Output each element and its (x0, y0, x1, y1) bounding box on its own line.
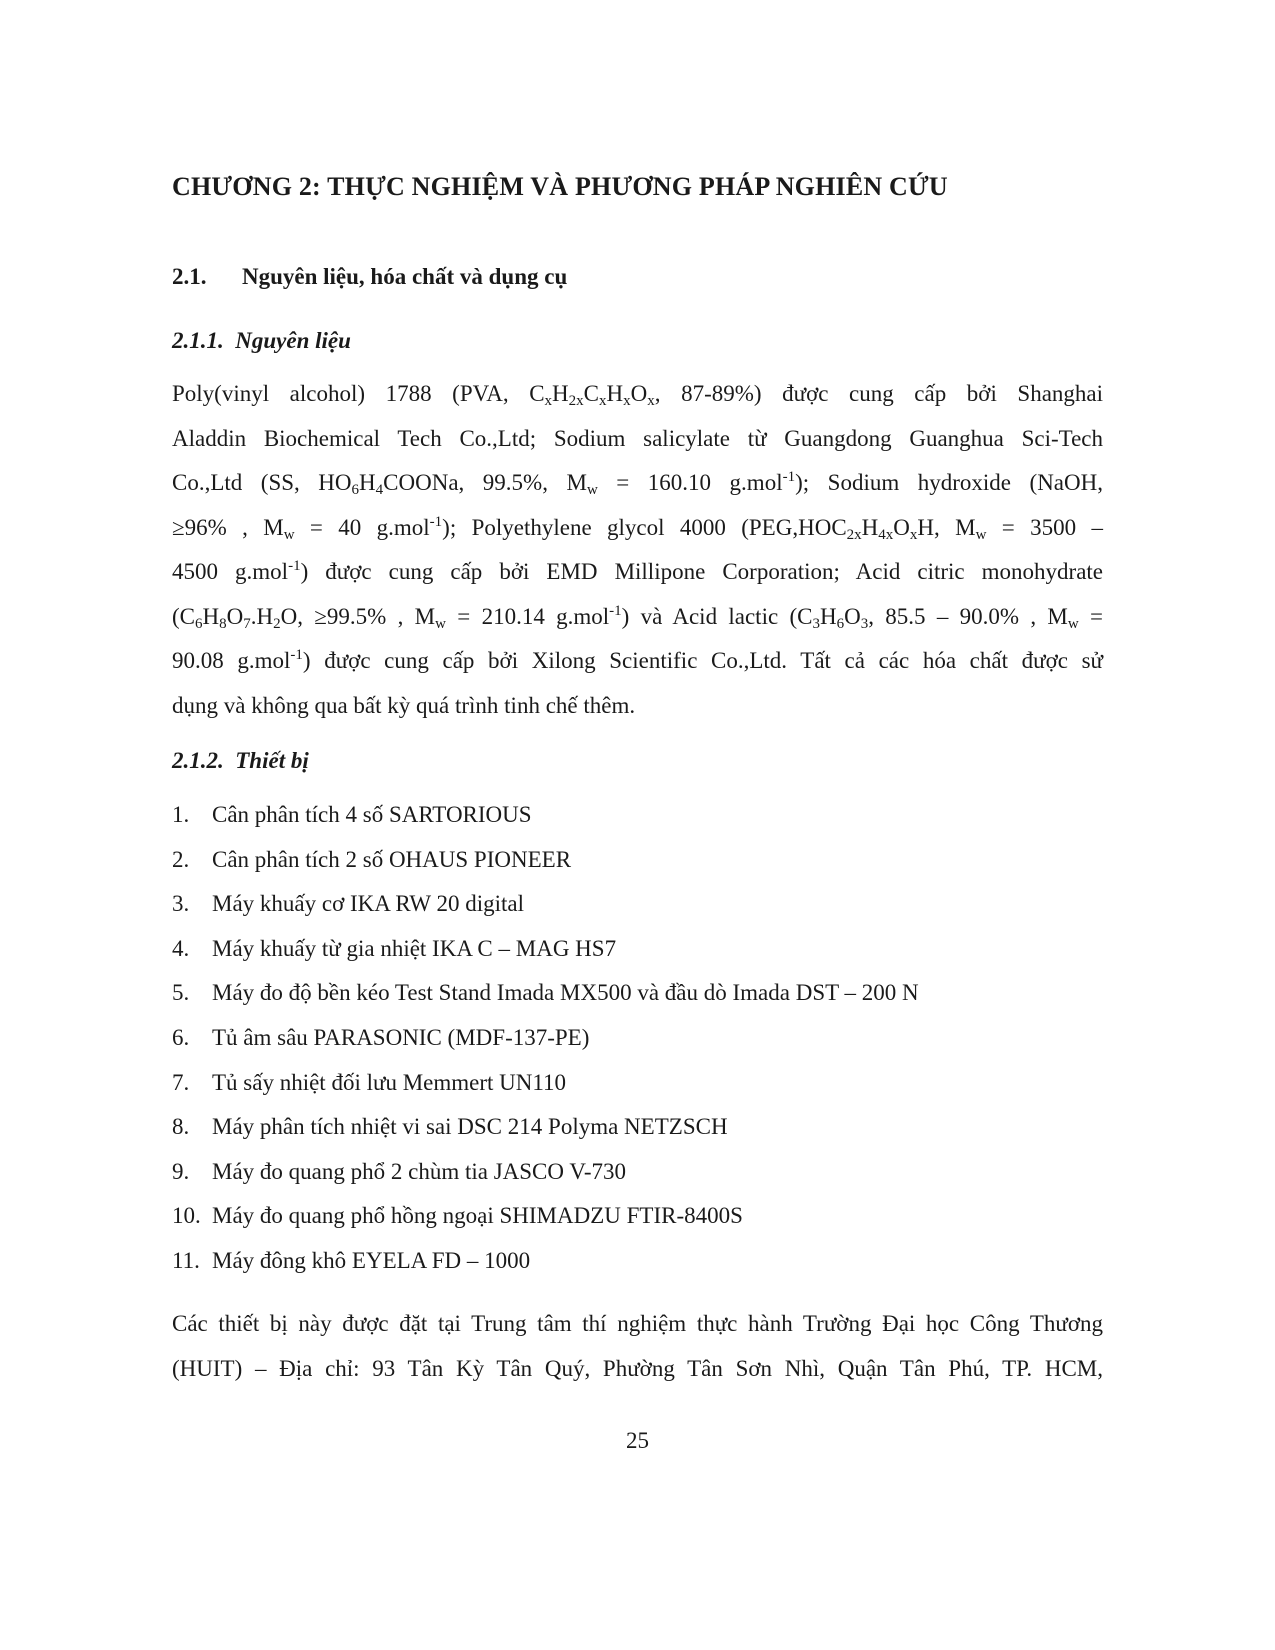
materials-paragraph (172, 372, 1103, 728)
paragraph-line: ≥96% , $M_w = 40$ g.mol$^{-1}$); Polyethylene glycol 4000 ($PEG,HOC_{2x}H_{4x}O_xH$, $M_w = 3500$ – (172, 513, 1103, 543)
list-item: 6. Tủ âm sâu PARASONIC (MDF-137-PE) (172, 1024, 590, 1050)
list-item: 11. Máy đông khô EYELA FD – 1000 (172, 1247, 531, 1273)
location-paragraph (172, 1302, 1103, 1391)
section-title: Nguyên liệu, hóa chất và dụng cụ (242, 264, 568, 289)
list-item: 5. Máy đo độ bền kéo Test Stand Imada MX500 và đầu dò Imada DST – 200 N (172, 980, 919, 1006)
paragraph-line: dụng và không qua bất kỳ quá trình tinh chế thêm. (172, 692, 636, 718)
subsection-number: 2.1.2. (172, 748, 224, 773)
list-item: 8. Máy phân tích nhiệt vi sai DSC 214 Polyma NETZSCH (172, 1114, 728, 1140)
paragraph-line: Các thiết bị này được đặt tại Trung tâm thí nghiệm thực hành Trường Đại học Công Thương (172, 1311, 1103, 1336)
page-number: 25 (626, 1428, 649, 1453)
equipment-list (172, 793, 919, 1284)
list-item: 2. Cân phân tích 2 số OHAUS PIONEER (172, 846, 572, 872)
subsection-heading-equipment (172, 748, 309, 774)
chapter-title: CHƯƠNG 2: THỰC NGHIỆM VÀ PHƯƠNG PHÁP NGHIÊN CỨU (172, 172, 948, 201)
section-heading (172, 264, 567, 290)
subsection-title: Thiết bị (235, 748, 309, 773)
list-item: 4. Máy khuấy từ gia nhiệt IKA C – MAG HS7 (172, 935, 617, 961)
list-item: 10. Máy đo quang phổ hồng ngoại SHIMADZU FTIR-8400S (172, 1203, 743, 1229)
list-item: 7. Tủ sấy nhiệt đối lưu Memmert UN110 (172, 1069, 567, 1095)
paragraph-line: Co.,Ltd (SS, $HO_6H_4COONa$, 99.5%, $M_w = 160.10$ g.mol$^{-1}$); Sodium hydroxide (NaOH, (172, 469, 1103, 498)
list-item: 1. Cân phân tích 4 số SARTORIOUS (172, 802, 532, 827)
subsection-heading-materials (172, 328, 351, 354)
section-number: 2.1. (172, 264, 207, 289)
list-item: 3. Máy khuấy cơ IKA RW 20 digital (172, 891, 524, 917)
subsection-number: 2.1.1. (172, 328, 224, 353)
paragraph-line: (HUIT) – Địa chỉ: 93 Tân Kỳ Tân Quý, Phường Tân Sơn Nhì, Quận Tân Phú, TP. HCM, (172, 1355, 1103, 1381)
list-item: 9. Máy đo quang phổ 2 chùm tia JASCO V-730 (172, 1158, 626, 1184)
paragraph-line: 4500 g.mol$^{-1}$) được cung cấp bởi EMD Millipone Corporation; Acid citric monohydrate (172, 558, 1104, 584)
paragraph-line: Poly(vinyl alcohol) 1788 (PVA, $C_xH_{2x}C_xH_xO_x$, 87-89%) được cung cấp bởi Shanghai (172, 381, 1104, 409)
paragraph-line: 90.08 g.mol$^{-1}$) được cung cấp bởi Xilong Scientific Co.,Ltd. Tất cả các hóa chất được sử (172, 647, 1104, 673)
paragraph-line: Aladdin Biochemical Tech Co.,Ltd; Sodium salicylate từ Guangdong Guanghua Sci-Tech (172, 425, 1103, 451)
subsection-title: Nguyên liệu (235, 328, 351, 353)
paragraph-line: ($C_6H_8O_7.H_2O$, ≥99.5% , $M_w = 210.14$ g.mol$^{-1}$) và Acid lactic ($C_3H_6O_3$, 85.5 – 90.0% , $M_w$ = (172, 602, 1103, 632)
